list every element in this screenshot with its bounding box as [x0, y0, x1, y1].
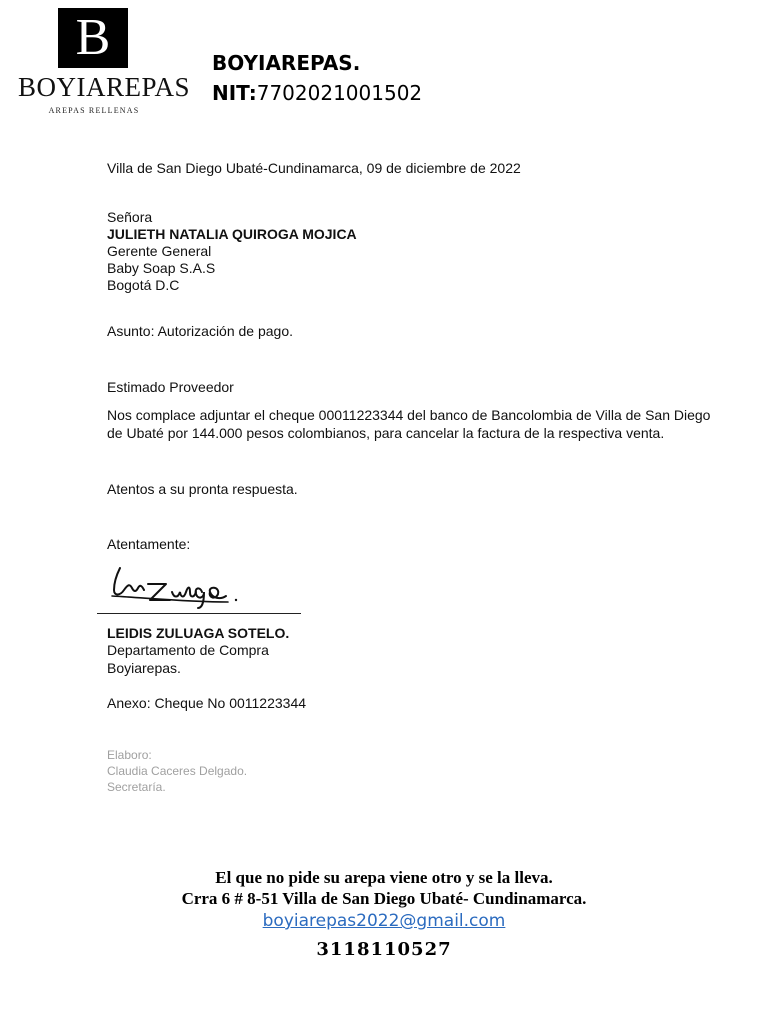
- company-name: BOYIAREPAS.: [212, 51, 361, 75]
- recipient-company: Baby Soap S.A.S: [107, 260, 216, 276]
- logo-tagline: AREPAS RELLENAS: [48, 106, 140, 115]
- greeting: Estimado Proveedor: [107, 379, 234, 395]
- sender-department: Departamento de Compra: [107, 642, 269, 658]
- signature-drawing: [108, 562, 248, 612]
- prepared-by-name: Claudia Caceres Delgado.: [107, 764, 248, 778]
- attachment-line: Anexo: Cheque No 0011223344: [107, 695, 307, 711]
- body-line-1: Nos complace adjuntar el cheque 00011223344 del banco de Bancolombia de Villa de San Diego: [107, 407, 711, 423]
- logo-mark: [58, 8, 128, 68]
- recipient-salutation: Señora: [107, 209, 153, 225]
- footer-email-wrap: [0, 911, 768, 931]
- logo-letter: B: [75, 9, 111, 66]
- recipient-name: JULIETH NATALIA QUIROGA MOJICA: [107, 226, 357, 242]
- sender-company: Boyiarepas.: [107, 660, 181, 676]
- sender-name: LEIDIS ZULUAGA SOTELO.: [107, 625, 290, 641]
- footer-slogan: El que no pide su arepa viene otro y se la lleva.: [215, 868, 553, 887]
- footer-phone: 3118110527: [316, 939, 452, 960]
- nit-line: [212, 81, 422, 105]
- closing: Atentamente:: [107, 536, 191, 552]
- prepared-by-label: Elaboro:: [107, 748, 152, 762]
- nit-label: NIT:: [212, 81, 257, 105]
- closing-request: Atentos a su pronta respuesta.: [107, 481, 298, 497]
- nit-value: 7702021001502: [256, 81, 423, 105]
- recipient-city: Bogotá D.C: [107, 277, 180, 293]
- signature-line: [97, 613, 301, 614]
- prepared-by-role: Secretaría.: [107, 780, 166, 794]
- subject-line: Asunto: Autorización de pago.: [107, 323, 294, 339]
- logo-wordmark: BOYIAREPAS: [18, 72, 191, 102]
- footer-address: Crra 6 # 8-51 Villa de San Diego Ubaté- Cundinamarca.: [181, 889, 587, 908]
- recipient-role: Gerente General: [107, 243, 212, 259]
- place-date: Villa de San Diego Ubaté-Cundinamarca, 09 de diciembre de 2022: [107, 160, 521, 176]
- body-line-2: de Ubaté por 144.000 pesos colombianos, para cancelar la factura de la respectiva venta.: [107, 425, 665, 441]
- footer-email-link[interactable]: boyiarepas2022@gmail.com: [262, 911, 506, 931]
